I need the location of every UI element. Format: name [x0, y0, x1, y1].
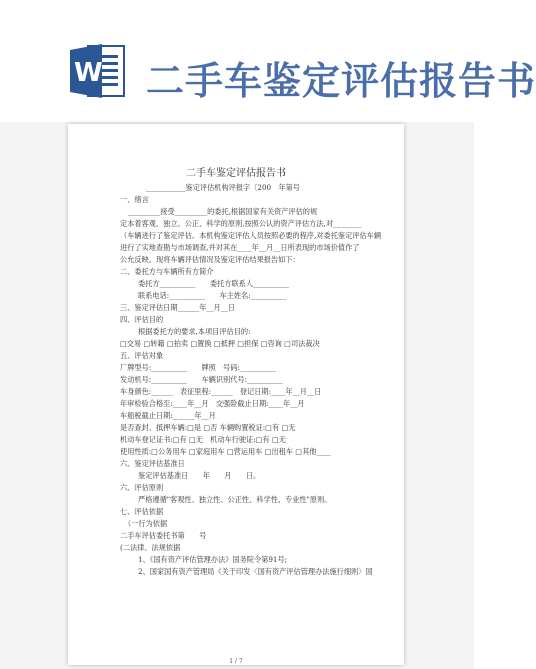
section-heading: 二、委托方与车辆所有方简介 — [120, 267, 214, 276]
section-heading: 一、绪言 — [120, 195, 149, 204]
document-page — [68, 124, 404, 665]
document-title: 二手车鉴定评估报告书 — [186, 168, 286, 179]
microsoft-word-icon — [70, 40, 126, 102]
banner-title: 二手车鉴定评估报告书 — [146, 59, 536, 103]
paragraph-line: （车辆进行了鉴定评估。本机构鉴定评估人员按照必要的程序,对委托鉴定评估车辆 — [120, 231, 382, 240]
page-number: 1 / 7 — [229, 658, 243, 665]
form-line: 联系电话:__________ 车主姓名:__________ — [138, 291, 287, 300]
section-heading: 四、评估目的 — [120, 315, 164, 324]
svg-text:W: W — [74, 58, 103, 88]
form-line: 委托方__________ 委托方联系人__________ — [138, 279, 289, 288]
list-item: 1、《国有资产评估管理办法》国务院令第91号; — [138, 555, 288, 564]
form-line: 厂牌型号:__________ 牌照 号码:__________ — [120, 363, 276, 372]
paragraph-line: _________接受_________的委托,根据国家有关资产评估的规 — [128, 207, 318, 216]
report-number-line: ___________鉴定评估机构评报字〔200 年第号 — [146, 183, 300, 192]
form-line: 车船税截止日期:______年__月 — [120, 411, 216, 420]
form-line: 年审检验合格至:____年__月 交强险截止日期:____年__月 — [120, 399, 305, 408]
subsection-heading: （一行为依据 — [124, 519, 168, 528]
subsection-heading: (二法律、法规依据 — [120, 543, 181, 552]
header-banner — [0, 0, 536, 122]
checkbox-options-line: 是否查封、抵押车辆:□是 □否 车辆购置税证:□有 □无 — [120, 423, 296, 432]
checkbox-options-line: 使用性质:□公务用车 □家庭用车 □营运用车 □出租车 □其他____ — [120, 447, 331, 456]
checkbox-options-line: 机动车登记证书:□有 □无 机动车行驶证:□有 □无 — [120, 435, 286, 444]
paragraph-line: 定本着客观、独立、公正、科学的原则,按照公认的资产评估方法,对________ — [120, 219, 362, 228]
paragraph-line: 二手车评估委托书第 号 — [120, 531, 207, 540]
section-heading: 五、评估对象 — [120, 351, 164, 360]
list-item: 2、国家国有资产管理局《关于印发〈国有资产评估管理办法施行细则〉国 — [138, 567, 373, 576]
section-heading: 六、鉴定评估基准日 — [120, 459, 185, 468]
form-line: 车身颜色:______ 表征里程:______ 登记日期:____年__月__日 — [120, 387, 322, 396]
checkbox-options-line: □交易 □转籍 □拍卖 □置换 □抵押 □担保 □咨询 □司法裁决 — [120, 339, 320, 348]
section-heading: 三、鉴定评估日期______年__月__日 — [120, 303, 236, 312]
paragraph-line: 根据委托方的要求,本项目评估目的: — [138, 327, 251, 336]
paragraph-line: 进行了实地查勘与市场调查,并对其在____年__月__日所表现的市场价值作了 — [120, 243, 360, 252]
paragraph-line: 鉴定评估基准日 年 月 日。 — [138, 471, 261, 480]
paragraph-line: 严格遵循"客观性、独立性、公正性、科学性、专业性"原则。 — [138, 495, 332, 504]
section-heading: 六、评估原则 — [120, 483, 164, 492]
paragraph-line: 公允反映。现将车辆评估情况及鉴定评估结果报告如下： — [120, 255, 300, 264]
form-line: 发动机号:__________ 车辆识别代号:__________ — [120, 375, 283, 384]
section-heading: 七、评估依据 — [120, 507, 164, 516]
